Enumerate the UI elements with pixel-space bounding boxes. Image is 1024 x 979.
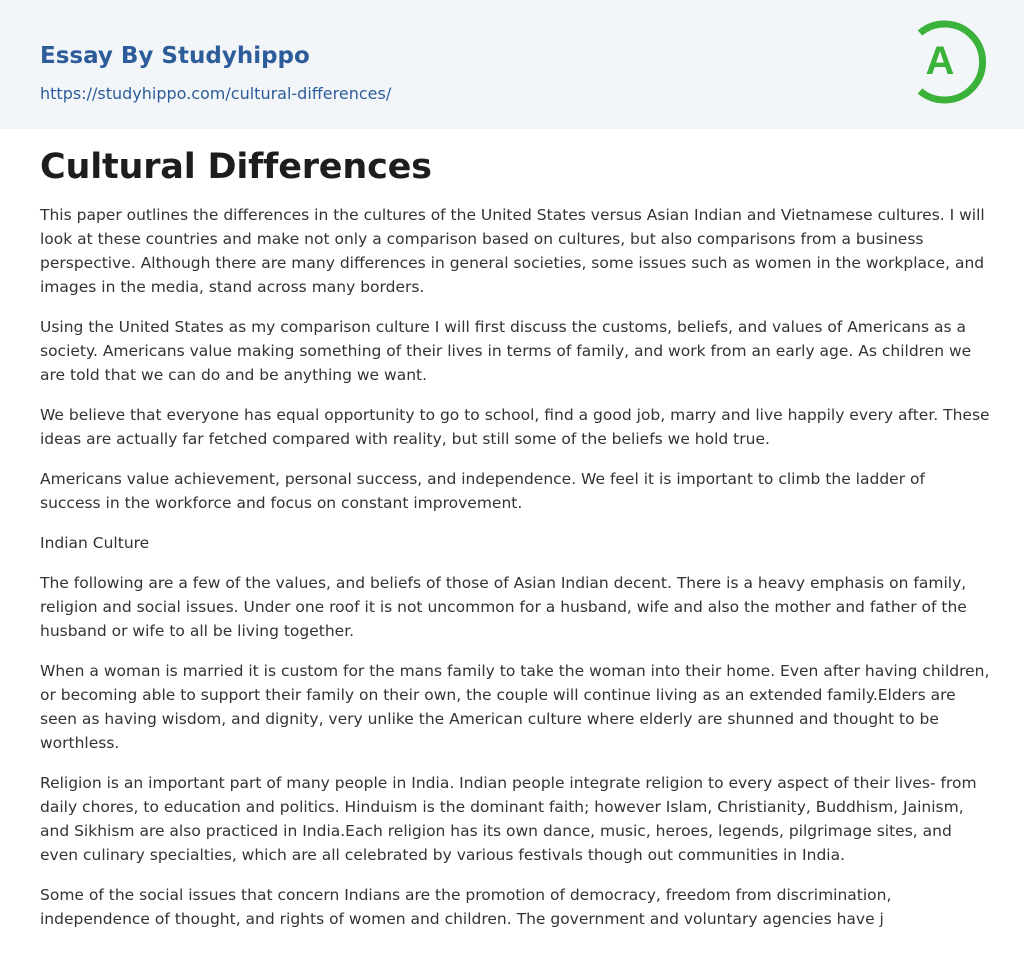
essay-title: Cultural Differences [40, 147, 432, 187]
studyhippo-logo-icon[interactable] [908, 17, 988, 107]
page-header [0, 0, 1024, 129]
section-heading-indian-culture: Indian Culture [40, 534, 150, 552]
essay-content [40, 142, 990, 947]
brand-title[interactable]: Essay By Studyhippo [40, 43, 310, 69]
essay-paragraph: When a woman is married it is custom for the mans family to take the woman into their home. Even after having children, or becoming able to support their family on their own, the couple will continue living as an extended family.Elders are seen as having wisdom, and dignity, very unlike the American culture where elderly are shunned and thought to be worthless. [40, 662, 990, 752]
logo-letter: A [925, 39, 955, 83]
essay-paragraph: Americans value achievement, personal success, and independence. We feel it is important to climb the ladder of success in the workforce and focus on constant improvement. [40, 470, 925, 512]
essay-paragraph: Some of the social issues that concern Indians are the promotion of democracy, freedom from discrimination, independence of thought, and rights of women and children. The government and voluntary agencies have j [40, 886, 892, 928]
essay-paragraph: Religion is an important part of many people in India. Indian people integrate religion to every aspect of their lives- from daily chores, to education and politics. Hinduism is the dominant faith; however Islam, Christianity, Buddhism, Jainism, and Sikhism are also practiced in India.Each religion has its own dance, music, heroes, legends, pilgrimage sites, and even culinary specialties, which are all celebrated by various festivals though out communities in India. [40, 774, 977, 864]
essay-paragraph: We believe that everyone has equal opportunity to go to school, find a good job, marry and live happily every after. These ideas are actually far fetched compared with reality, but still some of the beliefs we hold true. [40, 406, 990, 448]
essay-paragraph: The following are a few of the values, and beliefs of those of Asian Indian decent. There is a heavy emphasis on family, religion and social issues. Under one roof it is not uncommon for a husband, wife and also the mother and father of the husband or wife to all be living together. [40, 574, 967, 640]
source-url-link[interactable]: https://studyhippo.com/cultural-differences/ [40, 84, 392, 103]
essay-paragraph: This paper outlines the differences in the cultures of the United States versus Asian Indian and Vietnamese cultures. I will look at these countries and make not only a comparison based on cultures, but also comparisons from a business perspective. Although there are many differences in general societies, some issues such as women in the workplace, and images in the media, stand across many borders. [40, 206, 985, 296]
essay-paragraph: Using the United States as my comparison culture I will first discuss the customs, beliefs, and values of Americans as a society. Americans value making something of their lives in terms of family, and work from an early age. As children we are told that we can do and be anything we want. [40, 318, 972, 384]
